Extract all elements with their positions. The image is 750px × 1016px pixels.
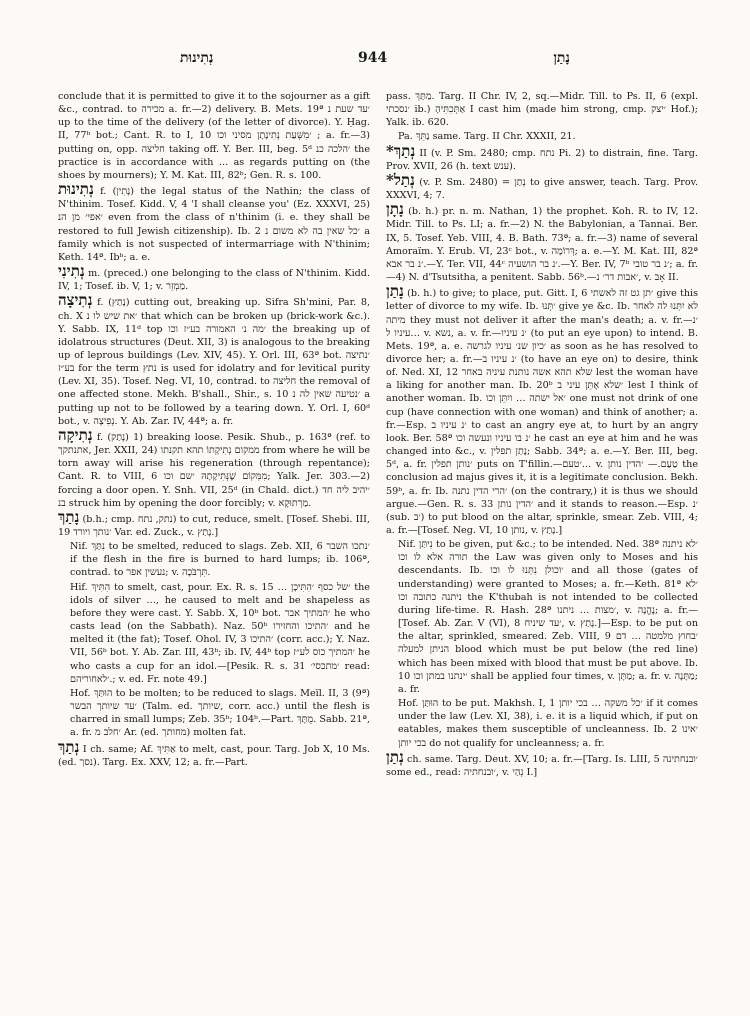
entry-text: (b. h.) to give; to place, put. Gitt. I, 6 ׳תן גט זה לאשתי give this letter of divorce to my wife. Ib. ׳תְּנוּ give ye &c. Ib. לא יִתְּנוּ לה לאחר מיתה they must not deliver it after the man's death; a. v. fr.—׳נ עיניו ל… v. נשא, a. v. fr.—׳נ עיניו (to put an eye upon) to intend. B. Mets. 19ª, a. e. ׳כיון שנ׳ עיניו לגרשה as soon as he has resolved to divorce her; a. fr.—׳נ עיניו ב (to have an eye on) to desire, think of. Ned. XI, 12 שלא תהא אשה נותנת עיניה באחר lest the woman have a liking for another man. Ib. 20ᵇ ׳שלא אֶתֵּן עיני ב lest I think of another woman. Ib. ׳אל ישתה … ויִתֵּן וכו one must not drink of one cup (have connection with one woman) and think of another; a. fr.—Esp. ׳נ עיניו ב to cast an angry eye at, to hurt by an angry look. Ber. 58ª ׳נ בו עיניו ונעשה וכו he cast an eye at him and he was changed into &c., v. נָתַן תפלין; Sabb. 34ª; a. e.—Y. Ber. III, beg. 5ᵈ, a. fr. ׳נותן תפלין puts on T'fillin.—׳טעם… v. טַעַם.— ׳הדין נותן the conclusion ad majus gives it, it is a legitimate conclusion. Bekh. 59ᵇ, a. fr. Ib. ׳הרי הדין נתנה (on the contrary,) it is thus we should argue.—Gen. R. s. 33 ׳הדין נותן and it stands to reason.—Esp. ׳נ (sub. ׳ב) to put blood on the altar, sprinkle, smear. Zeb. VIII, 4; a. fr.—[Tosef. Neg. VI, 10 נותן, v. נָתַץ.] (386, 288, 698, 536)
page-number: 944 (358, 50, 388, 66)
dictionary-entry (386, 90, 698, 129)
dictionary-entry (386, 697, 698, 750)
entry-text: Hof. הוּתַּן to be put. Makhsh. I, 1 ׳כל משקה … בכי יותן if it comes under the law (Lev. XI, 38), i. e. it is a liquid which, if put on eatables, makes them susceptible of uncleanness. Ib. 2 ׳אינו בכי יותן do not qualify for uncleanness; a. fr. (398, 698, 698, 749)
entry-text: m. (preced.) one belonging to the class of N'thinim. Kidd. IV, 1; Tosef. ib. V, 1; v. מַמְזֵר. (58, 268, 370, 293)
entry-headword: נְתַן (386, 747, 404, 766)
entry-headword: נָתָן (386, 200, 404, 219)
dictionary-entry (58, 180, 370, 264)
dictionary-entry (386, 282, 698, 537)
dictionary-entry (58, 262, 370, 293)
entry-text: f. (נָתִין) the legal status of the Nathin; the class of N'thinim. Tosef. Kidd. V, 4 'I shall cleanse you' (Ez. XXXVI, 25) ׳אפי׳ מן הנ even from the class of n'thinim (i. e. they shall be restored to full Jewish citizenship). Ib. 2 ׳כל שאין בה לא משום נ a family which is not suspected of intermarriage with N'thinim; Keth. 14ª. Ibᵇ; a. e. (58, 186, 370, 263)
entry-headword: נָתַן (386, 282, 404, 301)
entry-text: Nif. נִתַּךְ to be smelted, reduced to slags. Zeb. XII, 6 ׳נתכו השבר if the flesh in the fire is burned to hard lumps; ib. 106ª, contrad. to נעשין אפר; v. תִּרְבֹּכָה. (70, 541, 370, 579)
dictionary-entry (58, 581, 370, 686)
entry-headword: נָתַךְ (58, 507, 80, 526)
dictionary-entry (58, 425, 370, 510)
dictionary-entry (386, 170, 698, 202)
header-right-word: נָתַן (553, 50, 570, 66)
page-header (60, 50, 700, 72)
entry-headword: נְתִיצָה (58, 291, 93, 310)
dictionary-entry (58, 737, 370, 769)
right-column (386, 90, 698, 990)
entry-text: Nif. נִיתַּן to be given, put &c.; to be intended. Ned. 38ª ׳לא ניתנה תורה אלא לו וכו the Law was given only to Moses and his descendants. Ib. ׳וכולן נִתְּנוּ לו וכו and all those (gates of understanding) were granted to Moses; a. fr.—Keth. 81ª ׳לא ניתנה כתובה וכו the K'thubah is not intended to be collected during life-time. R. Hash. 28ª ׳מצות … ניתנו, v. נֶהֱנָה; a. fr.—[Tosef. Ab. Zar. V (VI), 8 ׳עד שיניח, v. נָתַץ.]—Esp. to be put on the altar, sprinkled, smeared. Zeb. VIII, 9 ׳בחוץ מלמטה … דם הניתן למעלה blood which must be put below (the red line) which has been mixed with blood that must be put above. Ib. 10 ׳ינתנו במתן וכו shall be applied four times, v. מַתָּן; a. fr. v. מַתָּנָה; a. fr. (398, 539, 698, 695)
entry-text: (b. h.) pr. n. m. Nathan, 1) the prophet. Koh. R. to IV, 12. Midr. Till. to Ps. LI; a. fr.—2) N. the Babylonian, a Tannai. Ber. IX, 5. Tosef. Yeb. VIII, 4. B. Bath. 73ª; a. fr.—3) name of several Amoraïm. Y. Erub. VI, 23ᶜ bot., v. דְּרוֹמָה; a. e.—Y. M. Kat. III, 82ª ׳נ בר אבא.—Y. Ter. VII, 44ᶜ ׳נ בר הושעיה.—Y. Ber. IV, 7ᵇ ׳נ בר טובי; a. fr.—4) N. d'Tsutsitha, a penitent. Sabb. 56ᵇ.—׳אבות דר׳ נ, v. אָב II. (386, 206, 698, 284)
entry-headword: נְתַךְ (58, 737, 80, 756)
entry-text: (v. P. Sm. 2480) = נְתַן to give answer, teach. Targ. Prov. XXXVI, 4; 7. (386, 176, 698, 202)
entry-headword: *נְתַךְ (386, 141, 416, 160)
dictionary-entry (58, 291, 370, 428)
entry-text: f. (נָתַק) 1) breaking loose. Pesik. Shub., p. 163ª (ref. to אתנתקך, Jer. XXII, 24) ממקום נְתִיקָתוֹ תהא תקנתו from where he will be torn away will arise his regeneration (through repentance); Cant. R. to VIII, 6 מִמְּקוֹם שֶׁנְּתִיקָתָהּ ׳שם וכו; Yalk. Jer. 303.—2) forcing a door open. Y. Snh. VII, 25ᵈ (in Chald. dict.) ׳יהיב ליה חד בנ struck him by opening the door forcibly; v. מַרְתוּקָא. (58, 431, 370, 509)
dictionary-entry (58, 540, 370, 579)
entry-text: II (v. P. Sm. 2480; cmp. נתח Pi. 2) to distrain, fine. Targ. Prov. XVII, 26 (h. text ענש). (386, 147, 698, 172)
entry-text: I ch. same; Af. אַתִּיךְ to melt, cast, pour. Targ. Job X, 10 Ms. (ed. נסך). Targ. Ex. XXV, 12; a. fr.—Part. (58, 743, 370, 768)
entry-text: Hif. הִתִּיךְ to smelt, cast, pour. Ex. R. s. 15 … ׳של כסף ׳הִתִּיכָן the idols of silver …, he caused to melt and be shapeless as before they were cast. Y. Sabb. X, 10ᵇ bot. ׳המתיך אבר he who casts lead (on the Sabbath). Naz. 50ᵇ ׳התיכו והחזירו and he melted it (the fat); Tosef. Ohol. IV, 3 ׳התיכו (corr. acc.); Y. Naz. VII, 56ᵇ bot. Y. Ab. Zar. III, 43ᵇ; ib. IV, 44ᵇ top ׳המתיך כוס לע״ז he who casts a cup for an idol.—[Pesik. R. s. 31 ׳מתכסי׳ read: ׳לאחוריהם.; v. ed. Fr. note 49.] (70, 581, 370, 685)
entry-headword: נְתִינוּת (58, 180, 94, 199)
entry-headword: נְתִיקָה (58, 425, 93, 444)
entry-text: conclude that it is permitted to give it to the sojourner as a gift &c., contrad. to מכירה a. fr.—2) delivery. B. Mets. 19ª ׳עד שעת נ up to the time of the delivery (of the letter of divorce). Y. Ḥag. II, 77ᵇ bot.; Cant. R. to I, 10 ׳מִשְּׁעַת נְתִינָתָן מסיני וכו ; a. fr.—3) putting on, opp. חליצה taking off. Y. Ber. III, beg. 5ᵈ ׳הלכה כנ the practice is in accordance with … as regards putting on (the shoes by mourners); Y. M. Kat. III, 82ᵇ; Gen. R. s. 100. (58, 91, 370, 181)
dictionary-entry (386, 538, 698, 696)
dictionary-entry (58, 507, 370, 539)
entry-text: pass. מַתַּךְ. Targ. II Chr. IV, 2, sq.—Midr. Till. to Ps. II, 6 (expl. ׳נסכתי ib.) אַתְּכִתִּיהָ I cast him (made him strong, cmp. ׳יצק Hof.); Yalk. ib. 620. (386, 91, 698, 129)
entry-text: Pa. נַתֵּךְ same. Targ. II Chr. XXXII, 21. (398, 131, 576, 143)
entry-text: f. (נָתַץ) cutting out, breaking up. Sifra Sh'mini, Par. 8, ch. X ׳את שיש לו נ that which can be broken up (brick-work &c.). Y. Sabb. IX, 11ᵈ top ׳מה נ׳ האמורה בע״ז וכו the breaking up of idolatrous structures (Deut. XII, 3) is analogous to the breaking up of leprous buildings (Lev. XIV, 45). Y. Orl. III, 63ª bot. ׳נתיצה בע״ז for the term נתץ is used for idolatry and for levitical purity (Lev. XI, 35). Tosef. Neg. VI, 10, contrad. to חליצה the removal of one affected stone. Mekh. B'shall., Shir., s. 10 ׳נטיעה שאין לה נ a putting up not to be followed by a tearing down. Y. Orl. I, 60ᵈ bot., v. נְפִיצָה. Y. Ab. Zar. IV, 44ª; a. fr. (58, 297, 370, 427)
left-column (58, 90, 370, 990)
entry-text: (b.h.; cmp. נתק, נתח) to cut, reduce, smelt. [Tosef. Shebi. III, 19 ׳נותך ויורד Var. ed. Zuck., v. נָתַץ.] (58, 513, 370, 538)
dictionary-entry (386, 130, 698, 143)
entry-text: ch. same. Targ. Deut. XV, 10; a. fr.—[Targ. Is. LIII, 5 ׳ובנחתינה some ed., read: ׳ובנחתיה, v. נְהַי I.] (386, 753, 698, 778)
text-columns (58, 90, 698, 990)
dictionary-entry (386, 141, 698, 173)
dictionary-entry (58, 90, 370, 182)
dictionary-entry (386, 200, 698, 284)
dictionary-entry (58, 687, 370, 740)
header-left-word: נְתִינוּת (180, 50, 214, 66)
dictionary-entry (386, 747, 698, 779)
entry-text: Hof. הוּתַּךְ to be molten; to be reduced to slags. Meïl. II, 3 (9ª) ׳עד שיותך הבשר (Talm. ed. שיותך, corr. acc.) until the flesh is charred in small lumps; Zeb. 35ᵇ; 104ᵇ.—Part. מֻתָּךְ. Sabb. 21ª, a. fr. ׳חלב מ Ar. (ed. מחותך) molten fat. (70, 687, 370, 739)
entry-headword: נְתִינִי (58, 262, 85, 281)
entry-headword: *נְתַל (386, 170, 415, 189)
